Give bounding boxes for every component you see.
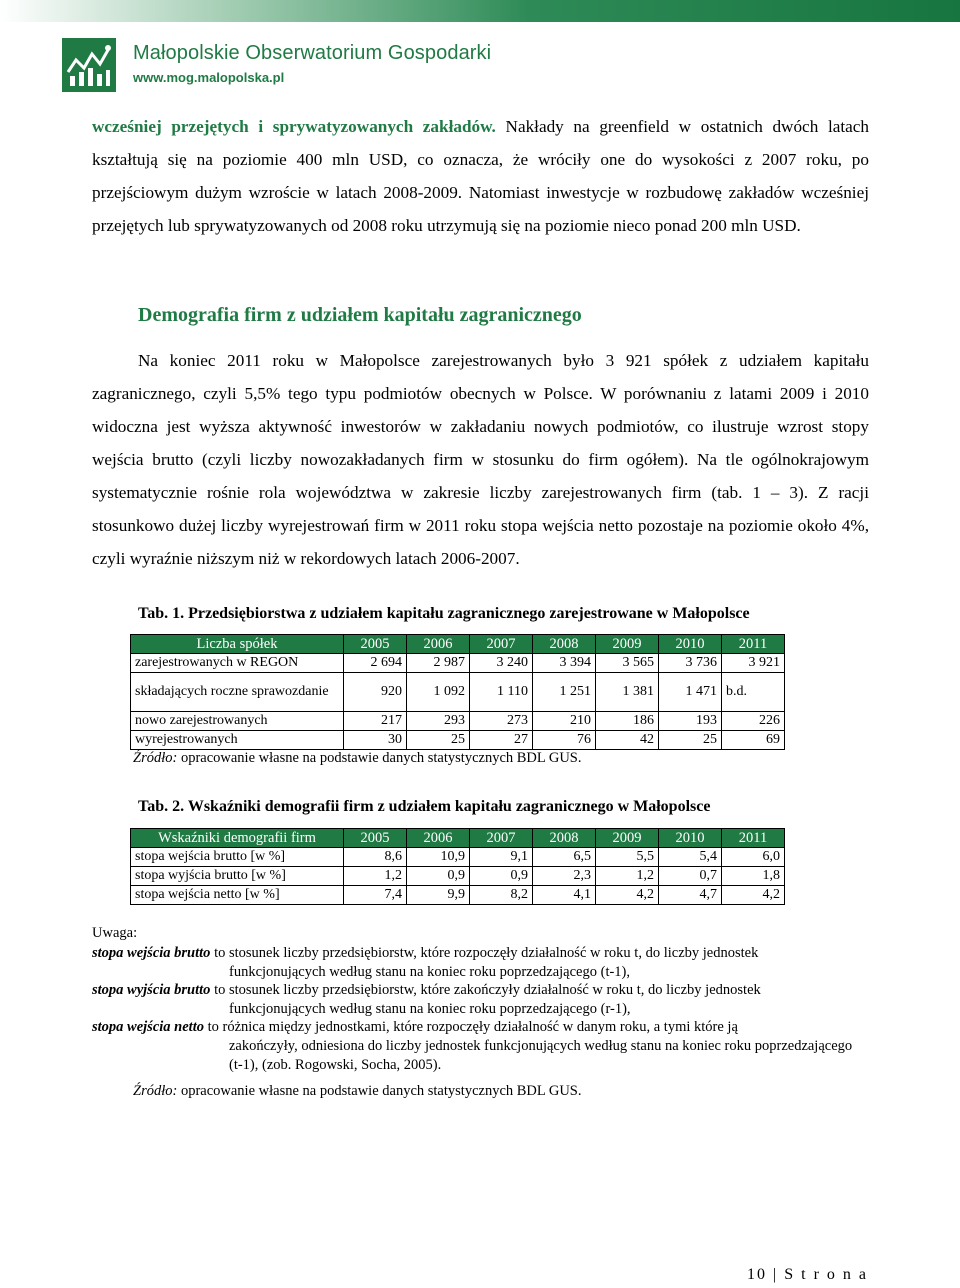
table2-header-cell: 2009 [596,829,659,848]
table-cell: 186 [596,712,659,731]
table1 [130,634,785,750]
table-cell: 3 240 [470,654,533,673]
table-cell: 2 694 [344,654,407,673]
source-text: opracowanie własne na podstawie danych statystycznych BDL GUS. [177,750,582,766]
table-cell: 210 [533,712,596,731]
table2-header-cell: 2008 [533,829,596,848]
note-term: stopa wejścia netto [92,1019,204,1035]
paragraph-greenfield [92,110,869,242]
table1-title: Tab. 1. Przedsiębiorstwa z udziałem kapitału zagranicznego zarejestrowane w Małopolsce [138,605,750,622]
table2-header-row [131,829,785,848]
table2 [130,828,785,905]
table-cell: wyrejestrowanych [131,731,344,750]
table1-header-row [131,635,785,654]
note-term: stopa wejścia brutto [92,945,211,961]
table-cell: 3 394 [533,654,596,673]
paragraph-bold-lead: wcześniej przejętych i sprywatyzowanych zakładów. [92,117,496,136]
org-url: www.mog.malopolska.pl [133,70,285,85]
table-cell: 2 987 [407,654,470,673]
note-definition-continued: funkcjonujących według stanu na koniec roku poprzedzającego (t-1), [229,964,631,980]
table1-header-cell: Liczba spółek [131,635,344,654]
table-cell: 293 [407,712,470,731]
note-definition-continued: zakończyły, odniesiona do liczby jednostek funkcjonujących według stanu na koniec roku poprzedzającego (t-1), (zob. Rogowski, Socha, 2005). [229,1038,853,1073]
table-row [131,867,785,886]
table-cell: 4,2 [722,886,785,905]
table1-header-cell: 2005 [344,635,407,654]
paragraph-text: Nakłady na greenfield w ostatnich dwóch latach kształtują się na poziomie 400 mln USD, co oznacza, że wróciły one do wysokości z 2007 roku, po przejściowym dużym wzroście w latach 2008-2009. Natomiast inwestycje w rozbudowę zakładów wcześniej przejętych lub sprywatyzowanych od 2008 roku utrzymują się na poziomie nieco ponad 200 mln USD. [92,117,869,235]
table1-header-cell: 2010 [659,635,722,654]
table-cell: b.d. [722,673,785,712]
source-label: Źródło: [133,750,178,766]
table-cell: 30 [344,731,407,750]
table2-title: Tab. 2. Wskaźniki demografii firm z udziałem kapitału zagranicznego w Małopolsce [138,798,711,815]
table-cell: 226 [722,712,785,731]
table-cell: 25 [407,731,470,750]
table2-header-cell: 2007 [470,829,533,848]
table-cell: 9,9 [407,886,470,905]
paragraph-demography-text: Na koniec 2011 roku w Małopolsce zarejestrowanych było 3 921 spółek z udziałem kapitału zagranicznego, czyli 5,5% tego typu podmiotów obecnych w Polsce. W porównaniu z latami 2009 i 2010 widoczna jest wyższa aktywność inwestorów w zakładaniu nowych podmiotów, co ilustruje wzrost stopy wejścia brutto (czyli liczby nowozakładanych firm w stosunku do firm ogółem). Na tle ogólnokrajowym systematycznie rośnie rola województwa w zakresie liczby zarejestrowanych firm (tab. 1 – 3). Z racji stosunkowo dużej liczby wyrejestrowań firm w 2011 roku stopa wejścia netto pozostaje na poziomie około 4%, czyli wyraźnie niższym niż w rekordowych latach 2006-2007. [92,351,869,568]
table2-header-cell: 2010 [659,829,722,848]
note-item [92,981,869,1019]
table-cell: 0,9 [407,867,470,886]
table1-header-cell: 2007 [470,635,533,654]
table-cell: stopa wyjścia brutto [w %] [131,867,344,886]
source-label: Źródło: [133,1083,178,1099]
table-cell: 5,4 [659,848,722,867]
table-cell: 1,2 [344,867,407,886]
table2-header-cell: 2006 [407,829,470,848]
source-text: opracowanie własne na podstawie danych statystycznych BDL GUS. [177,1083,582,1099]
table-row [131,848,785,867]
table-cell: 1,2 [596,867,659,886]
table-cell: 9,1 [470,848,533,867]
table1-header-cell: 2008 [533,635,596,654]
note-item [92,944,869,982]
mog-logo-icon [62,38,116,92]
table-cell: nowo zarejestrowanych [131,712,344,731]
table-row [131,712,785,731]
table-cell: 3 565 [596,654,659,673]
table-cell: stopa wejścia netto [w %] [131,886,344,905]
table-cell: zarejestrowanych w REGON [131,654,344,673]
note-term: stopa wyjścia brutto [92,982,211,998]
paragraph-demography [92,344,869,575]
page-footer [747,1266,868,1284]
table1-source [133,750,581,767]
page-number: 10 [747,1266,768,1283]
table-cell: 25 [659,731,722,750]
table1-header-cell: 2011 [722,635,785,654]
table-cell: 8,6 [344,848,407,867]
table-cell: 3 921 [722,654,785,673]
table-cell: składających roczne sprawozdanie [131,673,344,712]
table-cell: 69 [722,731,785,750]
table-cell: 273 [470,712,533,731]
table-cell: 42 [596,731,659,750]
table-row [131,731,785,750]
section-heading: Demografia firm z udziałem kapitału zagranicznego [138,304,582,326]
table-cell: 76 [533,731,596,750]
notes-label: Uwaga: [92,925,138,941]
table-cell: 1 381 [596,673,659,712]
table-cell: 2,3 [533,867,596,886]
table-cell: 1 110 [470,673,533,712]
table-cell: 1 251 [533,673,596,712]
table-cell: 217 [344,712,407,731]
table-row [131,673,785,712]
table-cell: 920 [344,673,407,712]
table-cell: 193 [659,712,722,731]
note-item [92,1018,869,1075]
table-cell: 27 [470,731,533,750]
table-cell: 1,8 [722,867,785,886]
table-cell: 1 471 [659,673,722,712]
table-row [131,886,785,905]
table-cell: 10,9 [407,848,470,867]
table2-header-cell: 2011 [722,829,785,848]
table-cell: 4,7 [659,886,722,905]
table-cell: 6,0 [722,848,785,867]
table-cell: 7,4 [344,886,407,905]
footer-separator: | [773,1266,779,1283]
table-cell: 8,2 [470,886,533,905]
footer-label: S t r o n a [784,1266,868,1283]
header-gradient-bar [0,0,960,22]
table-cell: 6,5 [533,848,596,867]
table-cell: 4,2 [596,886,659,905]
note-definition-continued: funkcjonujących według stanu na koniec roku poprzedzającego (r-1), [229,1001,631,1017]
table-cell: stopa wejścia brutto [w %] [131,848,344,867]
table1-header-cell: 2006 [407,635,470,654]
table-cell: 0,9 [470,867,533,886]
table-row [131,654,785,673]
table-cell: 3 736 [659,654,722,673]
note-definition: to stosunek liczby przedsiębiorstw, które rozpoczęły działalność w roku t, do liczby jednostek [210,945,759,961]
org-name: Małopolskie Obserwatorium Gospodarki [133,42,492,64]
table1-header-cell: 2009 [596,635,659,654]
note-definition: to różnica między jednostkami, które rozpoczęły działalność w danym roku, a tymi które ją [203,1019,738,1035]
table-cell: 1 092 [407,673,470,712]
table-cell: 0,7 [659,867,722,886]
table-cell: 5,5 [596,848,659,867]
note-definition: to stosunek liczby przedsiębiorstw, które zakończyły działalność w roku t, do liczby jednostek [210,982,761,998]
table2-header-cell: Wskaźniki demografii firm [131,829,344,848]
notes-source [133,1083,581,1100]
table-cell: 4,1 [533,886,596,905]
table2-header-cell: 2005 [344,829,407,848]
